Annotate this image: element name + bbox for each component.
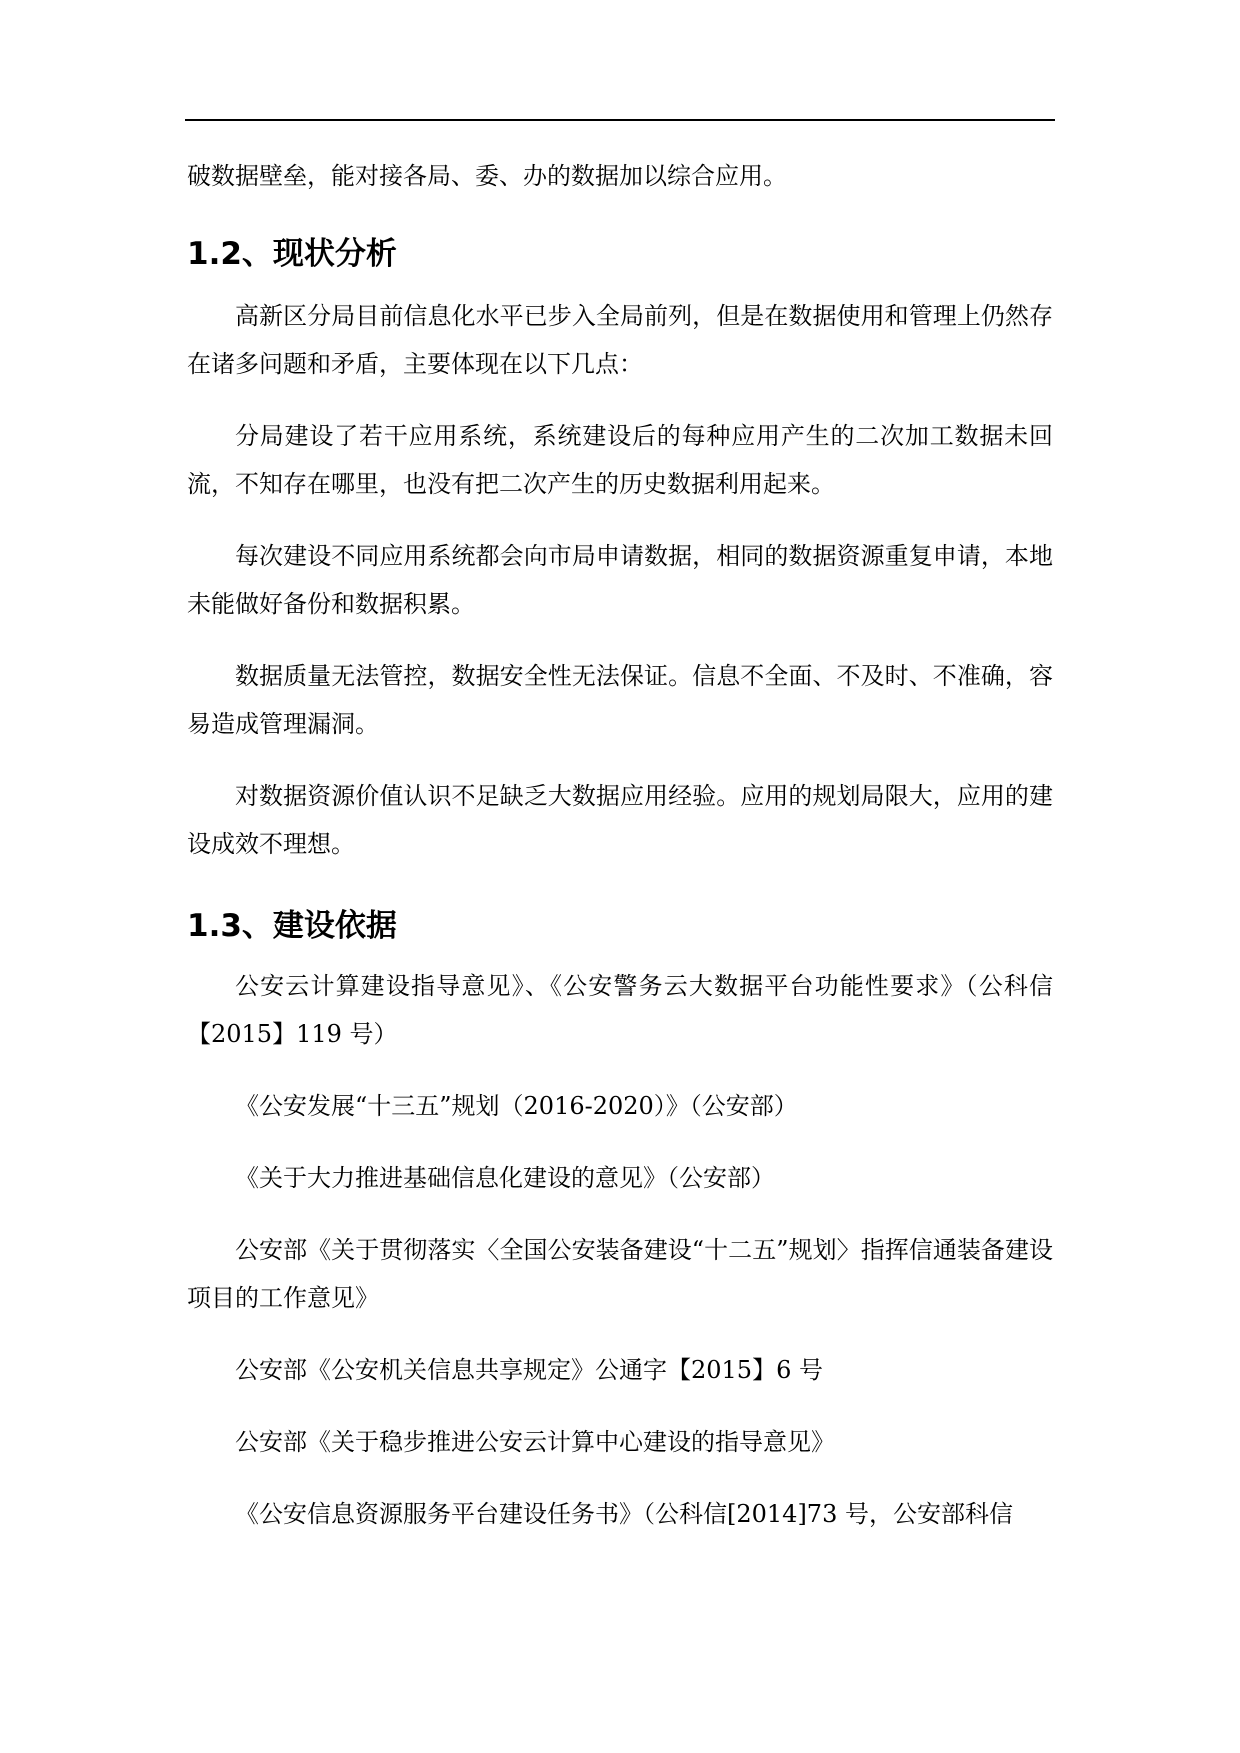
- header-rule: [185, 119, 1055, 121]
- document-body: [187, 152, 1053, 1538]
- paragraph: 公安部《关于贯彻落实〈全国公安装备建设“十二五”规划〉指挥信通装备建设项目的工作意见》: [187, 1236, 1053, 1312]
- paragraph: 公安部《关于稳步推进公安云计算中心建设的指导意见》: [235, 1428, 835, 1456]
- paragraph: 公安云计算建设指导意见》、《公安警务云大数据平台功能性要求》（公科信【2015】119 号）: [187, 972, 1053, 1048]
- paragraph: 分局建设了若干应用系统，系统建设后的每种应用产生的二次加工数据未回流，不知存在哪里，也没有把二次产生的历史数据利用起来。: [187, 422, 1053, 498]
- continuation-paragraph: 破数据壁垒，能对接各局、委、办的数据加以综合应用。: [187, 162, 787, 190]
- section-heading-1-2: 1.2、现状分析: [187, 236, 397, 272]
- paragraph: 《公安发展“十三五”规划（2016-2020）》（公安部）: [235, 1092, 798, 1120]
- paragraph: 高新区分局目前信息化水平已步入全局前列，但是在数据使用和管理上仍然存在诸多问题和矛盾，主要体现在以下几点：: [187, 302, 1053, 378]
- paragraph: 公安部《公安机关信息共享规定》公通字【2015】6 号: [235, 1356, 823, 1384]
- paragraph: 《关于大力推进基础信息化建设的意见》（公安部）: [235, 1164, 775, 1192]
- paragraph: 《公安信息资源服务平台建设任务书》（公科信[2014]73 号，公安部科信: [235, 1500, 1013, 1528]
- paragraph: 对数据资源价值认识不足缺乏大数据应用经验。应用的规划局限大，应用的建设成效不理想。: [187, 782, 1053, 858]
- paragraph: 每次建设不同应用系统都会向市局申请数据，相同的数据资源重复申请，本地未能做好备份和数据积累。: [187, 542, 1053, 618]
- paragraph: 数据质量无法管控，数据安全性无法保证。信息不全面、不及时、不准确，容易造成管理漏洞。: [187, 662, 1053, 738]
- section-heading-1-3: 1.3、建设依据: [187, 908, 397, 944]
